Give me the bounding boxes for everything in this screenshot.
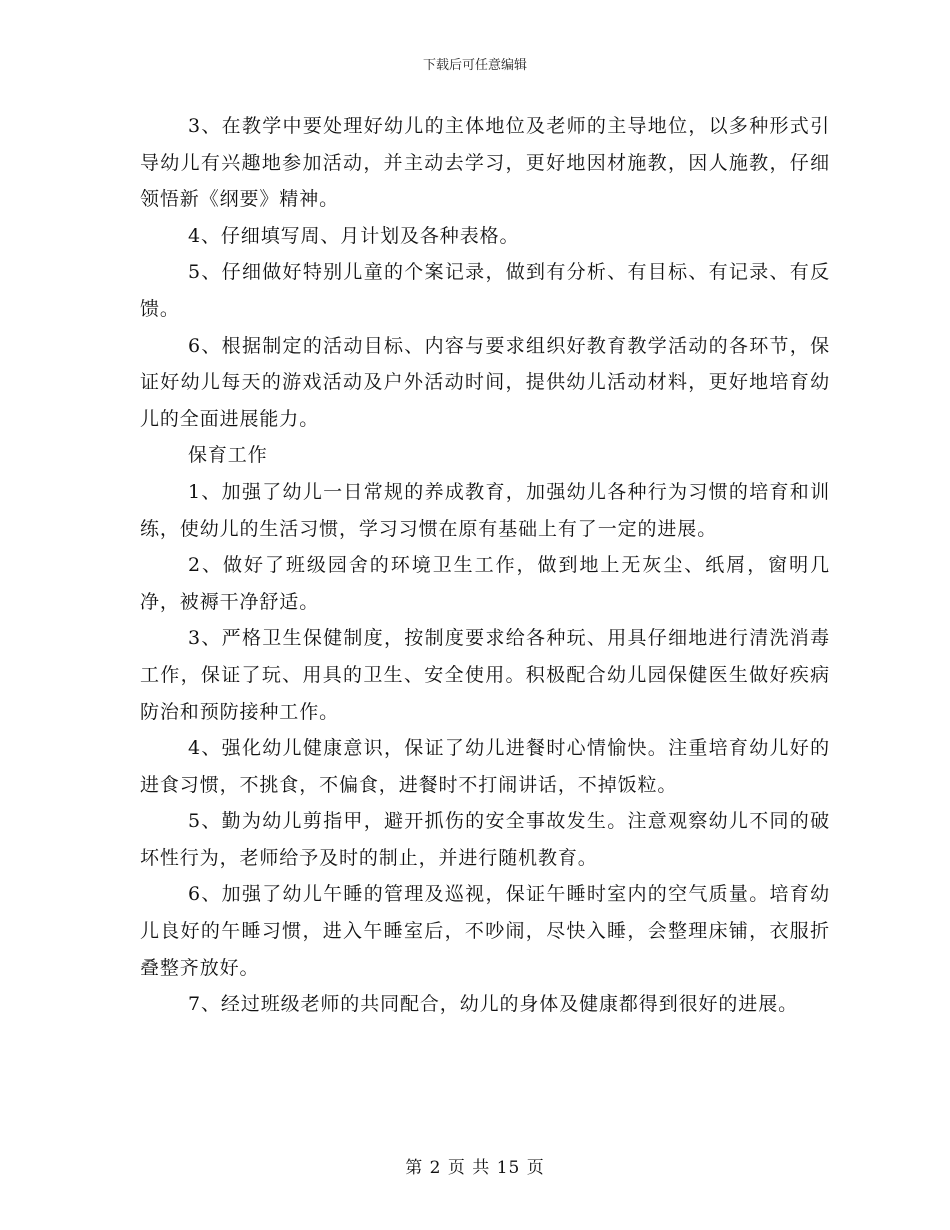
document-body: [140, 108, 830, 1023]
section-title-care-work: 保育工作: [188, 444, 268, 467]
paragraph-item-6: 6、根据制定的活动目标、内容与要求组织好教育教学活动的各环节，保证好幼儿每天的游戏活动及户外活动时间，提供幼儿活动材料，更好地培育幼儿的全面进展能力。: [140, 334, 830, 430]
care-item-1: 1、加强了幼儿一日常规的养成教育，加强幼儿各种行为习惯的培育和训练，使幼儿的生活习惯，学习习惯在原有基础上有了一定的进展。: [140, 480, 830, 540]
care-item-3: 3、严格卫生保健制度，按制度要求给各种玩、用具仔细地进行清洗消毒工作，保证了玩、用具的卫生、安全使用。积极配合幼儿园保健医生做好疾病防治和预防接种工作。: [140, 627, 830, 723]
paragraph-item-3: 3、在教学中要处理好幼儿的主体地位及老师的主导地位，以多种形式引导幼儿有兴趣地参加活动，并主动去学习，更好地因材施教，因人施教，仔细领悟新《纲要》精神。: [140, 115, 830, 211]
page-header: 下载后可任意编辑: [422, 58, 527, 73]
care-item-7: 7、经过班级老师的共同配合，幼儿的身体及健康都得到很好的进展。: [188, 993, 798, 1016]
paragraph-item-5: 5、仔细做好特别儿童的个案记录，做到有分析、有目标、有记录、有反馈。: [140, 261, 830, 320]
care-item-4: 4、强化幼儿健康意识，保证了幼儿进餐时心情愉快。注重培育幼儿好的进食习惯，不挑食，不偏食，进餐时不打闹讲话，不掉饭粒。: [140, 737, 830, 796]
paragraph-item-4: 4、仔细填写周、月计划及各种表格。: [188, 224, 520, 247]
care-item-6: 6、加强了幼儿午睡的管理及巡视，保证午睡时室内的空气质量。培育幼儿良好的午睡习惯，进入午睡室后，不吵闹，尽快入睡，会整理床铺，衣服折叠整齐放好。: [140, 883, 830, 979]
care-item-5: 5、勤为幼儿剪指甲，避开抓伤的安全事故发生。注意观察幼儿不同的破坏性行为，老师给予及时的制止，并进行随机教育。: [140, 810, 830, 869]
care-item-2: 2、做好了班级园舍的环境卫生工作，做到地上无灰尘、纸屑，窗明几净，被褥干净舒适。: [140, 554, 830, 613]
page-footer: 第 2 页 共 15 页: [405, 1158, 545, 1178]
